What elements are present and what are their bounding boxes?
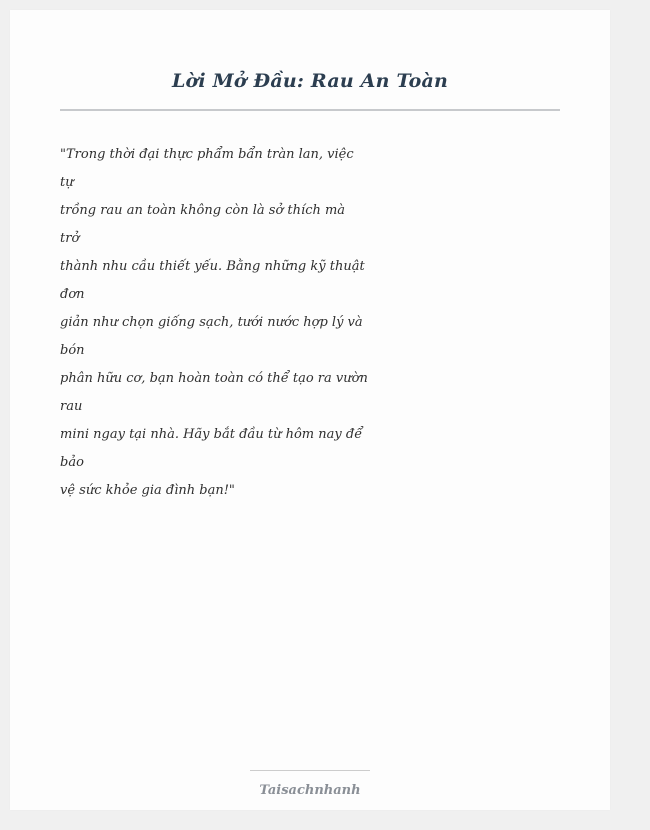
body-text <box>60 141 390 505</box>
body-line: rau <box>60 399 83 414</box>
body-line: phân hữu cơ, bạn hoàn toàn có thể tạo ra vườn <box>60 371 368 386</box>
footer-divider <box>250 770 370 771</box>
body-line: "Trong thời đại thực phẩm bẩn tràn lan, việc <box>60 147 354 162</box>
body-line: bảo <box>60 455 84 470</box>
body-line: giản như chọn giống sạch, tưới nước hợp lý và <box>60 315 363 330</box>
body-line: đơn <box>60 287 85 302</box>
body-line: mini ngay tại nhà. Hãy bắt đầu từ hôm nay để <box>60 427 363 442</box>
document-page <box>10 10 610 810</box>
body-line: vệ sức khỏe gia đình bạn!" <box>60 483 235 498</box>
body-line: tự <box>60 175 74 190</box>
page-title: Lời Mở Đầu: Rau An Toàn <box>171 70 449 92</box>
body-line: trồng rau an toàn không còn là sở thích mà <box>60 203 346 218</box>
body-line: bón <box>60 343 85 358</box>
body-line: trở <box>60 231 80 246</box>
title-divider <box>60 109 560 111</box>
body-line: thành nhu cầu thiết yếu. Bằng những kỹ thuật <box>60 259 365 274</box>
footer-source: Taisachnhanh <box>259 783 361 798</box>
